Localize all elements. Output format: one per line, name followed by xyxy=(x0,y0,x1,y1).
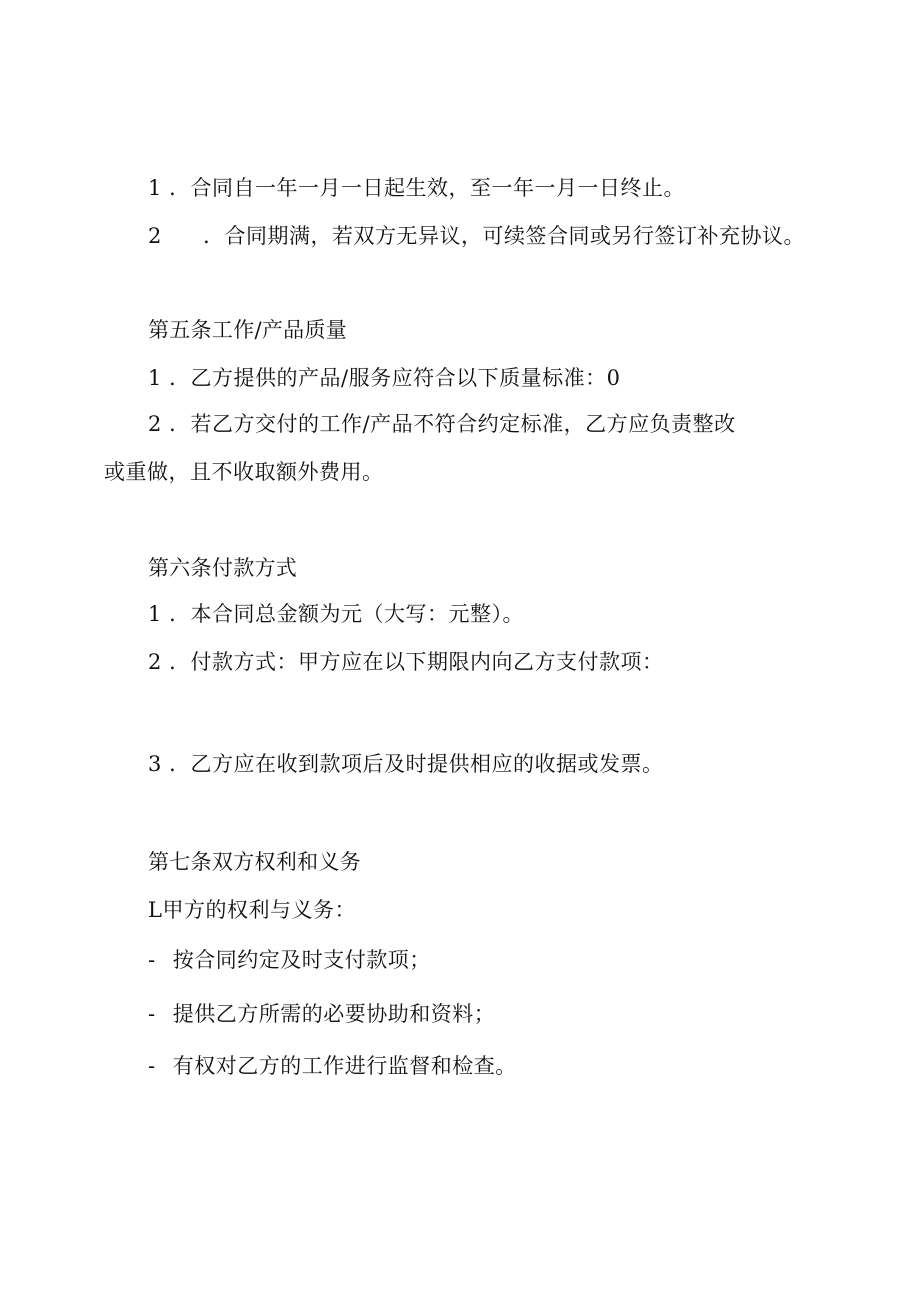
item-number: 1 xyxy=(148,602,162,626)
obligation-bullet xyxy=(148,1052,517,1080)
clause-6-item-3 xyxy=(148,750,664,778)
item-number: 1 xyxy=(148,366,162,390)
clause-5-item-2-continuation: 或重做，且不收取额外费用。 xyxy=(104,460,384,484)
item-text: ．本合同总金额为元（大写：元整）。 xyxy=(169,602,525,626)
item-text: ．合同期满，若双方无异议，可续签合同或另行签订补充协议。 xyxy=(203,224,806,248)
bullet-text: 有权对乙方的工作进行监督和检查。 xyxy=(172,1054,517,1078)
item-number: 2 xyxy=(148,412,162,436)
clause-6-item-2 xyxy=(148,648,664,676)
section-5-heading: 第五条工作/产品质量 xyxy=(148,318,348,342)
item-text: ．若乙方交付的工作/产品不符合约定标准，乙方应负责整改 xyxy=(169,412,736,436)
section-6-heading: 第六条付款方式 xyxy=(148,556,298,580)
section-7-subheading: L甲方的权利与义务： xyxy=(148,898,356,922)
obligation-bullet xyxy=(148,1000,495,1028)
bullet-text: 提供乙方所需的必要协助和资料； xyxy=(172,1002,496,1026)
section-7-heading: 第七条双方权利和义务 xyxy=(148,850,361,874)
clause-4-item-2 xyxy=(148,222,805,250)
clause-4-item-1 xyxy=(148,174,685,202)
dash-marker: - xyxy=(148,948,156,972)
item-number: 2 xyxy=(148,224,162,248)
clause-5-item-2 xyxy=(148,410,736,438)
item-number: 3 xyxy=(148,752,162,776)
clause-6-item-1 xyxy=(148,600,524,628)
item-text: ．乙方应在收到款项后及时提供相应的收据或发票。 xyxy=(169,752,664,776)
item-text: ．乙方提供的产品/服务应符合以下质量标准：0 xyxy=(169,366,621,390)
obligation-bullet xyxy=(148,946,431,974)
dash-marker: - xyxy=(148,1054,156,1078)
bullet-text: 按合同约定及时支付款项； xyxy=(172,948,431,972)
item-text: ．付款方式：甲方应在以下期限内向乙方支付款项： xyxy=(169,650,664,674)
dash-marker: - xyxy=(148,1002,156,1026)
item-text: ．合同自一年一月一日起生效，至一年一月一日终止。 xyxy=(169,176,686,200)
item-number: 2 xyxy=(148,650,162,674)
item-number: 1 xyxy=(148,176,162,200)
clause-5-item-1 xyxy=(148,364,621,392)
